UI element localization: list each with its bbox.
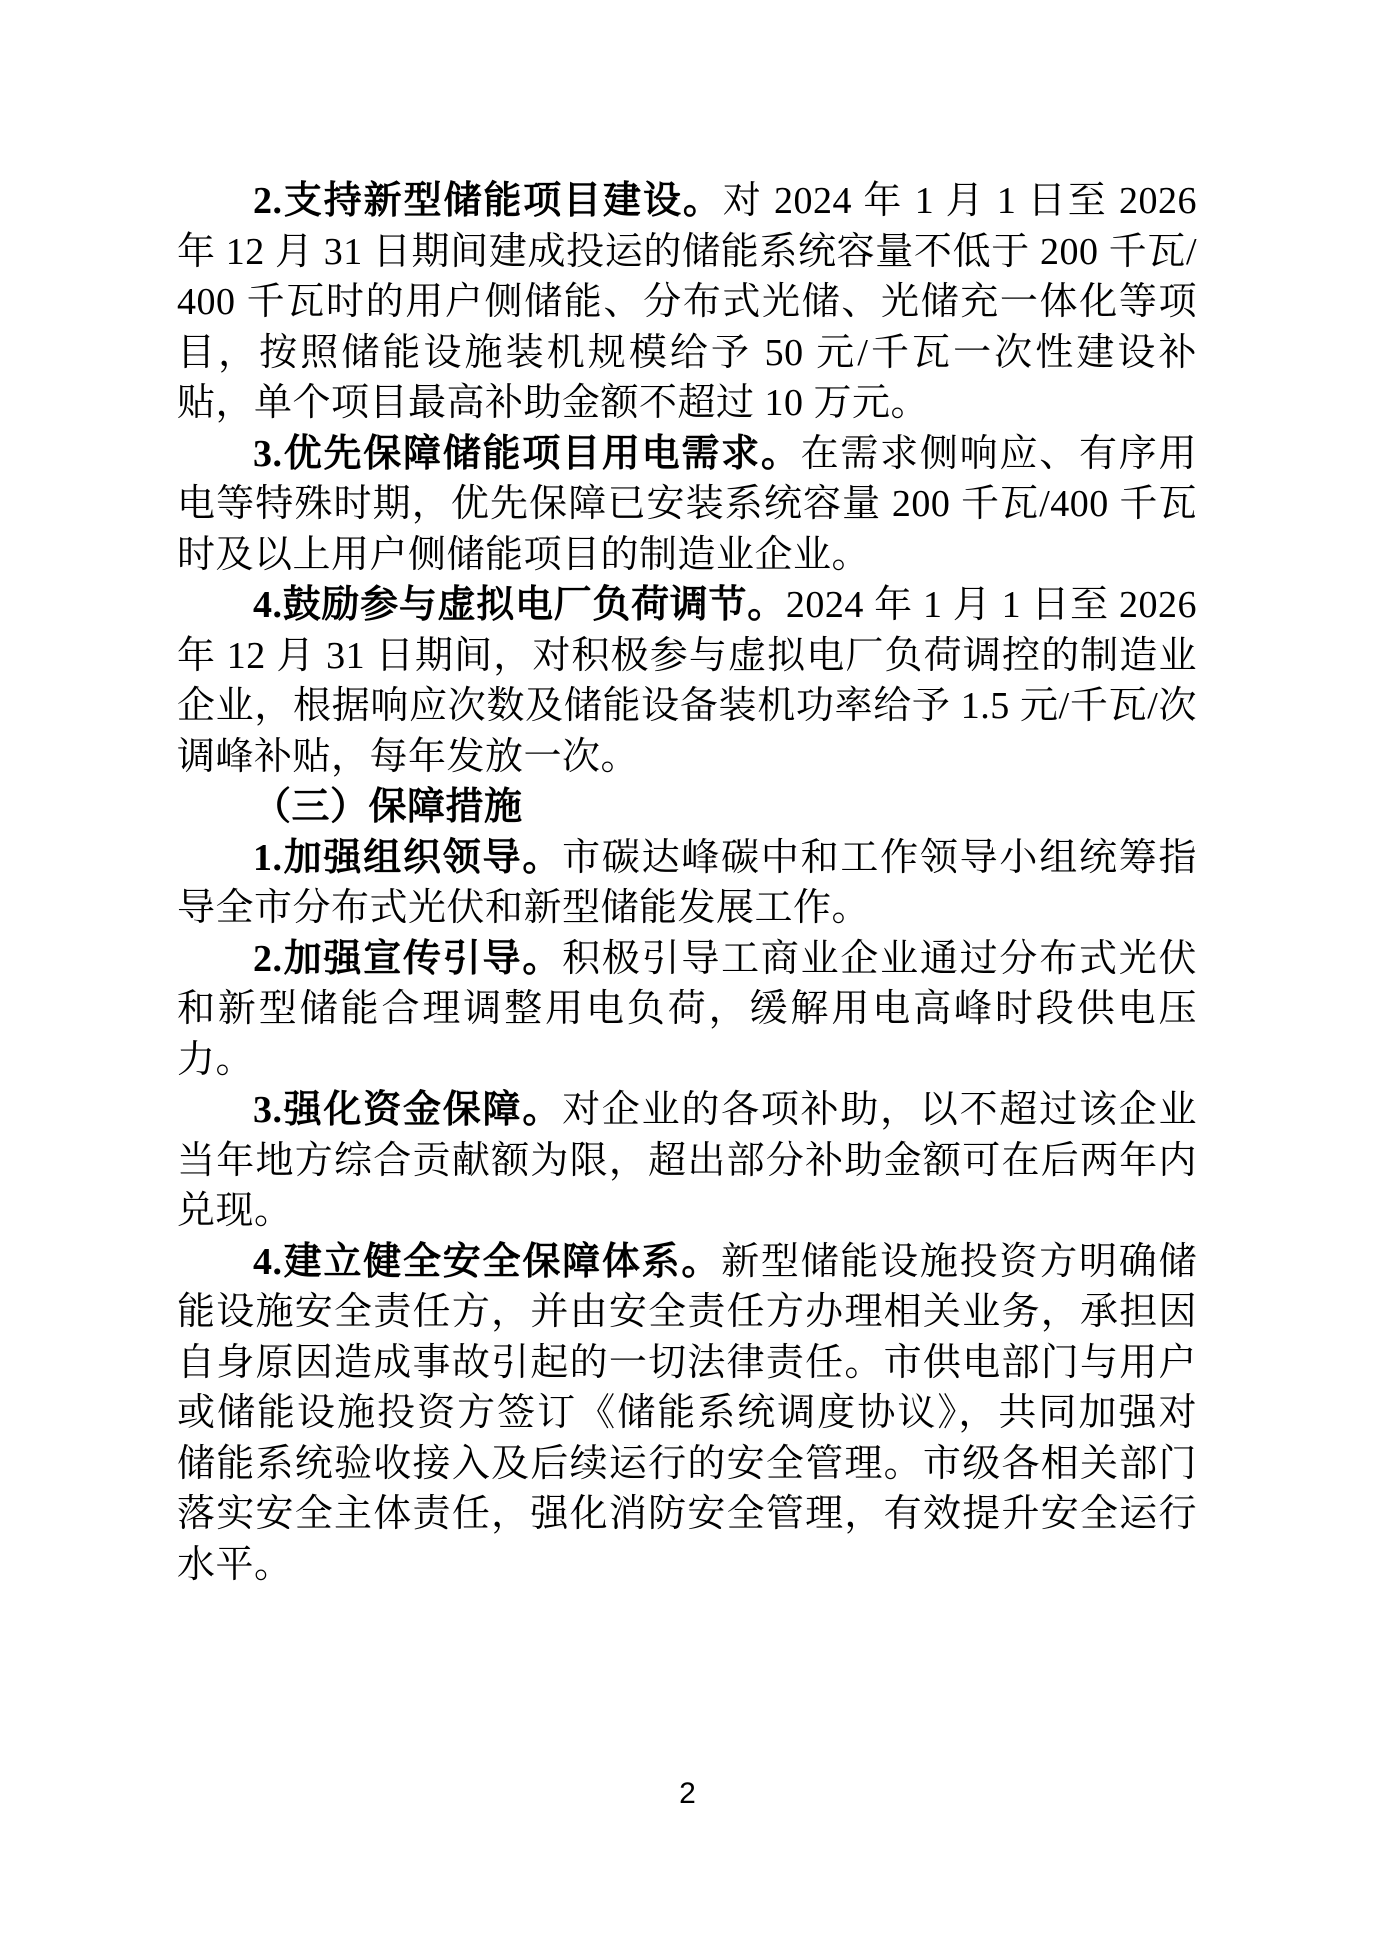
paragraph-lead: 4.建立健全安全保障体系。 bbox=[253, 1240, 722, 1283]
paragraph-lead: 3.强化资金保障。 bbox=[253, 1089, 563, 1131]
paragraph-body: 2024 年 1 月 1 日至 2026 年 12 月 31 日期间，对积极参与虚拟电厂负荷调控的制造业企业，根据响应次数及储能设备装机功率给予 1.5 元/千瓦/次调峰补贴，每年发放一次。 bbox=[177, 584, 1197, 778]
page-number: 2 bbox=[679, 1777, 696, 1810]
paragraph-body: 对企业的各项补助，以不超过该企业当年地方综合贡献额为限，超出部分补助金额可在后两年内兑现。 bbox=[177, 1089, 1197, 1232]
paragraph-funding-guarantee bbox=[177, 1085, 1197, 1237]
paragraph-lead: 4.鼓励参与虚拟电厂负荷调节。 bbox=[253, 584, 786, 626]
paragraph-lead: 1.加强组织领导。 bbox=[253, 836, 563, 879]
paragraph-lead: 3.优先保障储能项目用电需求。 bbox=[253, 432, 801, 475]
paragraph-body: 对 2024 年 1 月 1 日至 2026 年 12 月 31 日期间建成投运的储能系统容量不低于 200 千瓦/400 千瓦时的用户侧储能、分布式光储、光储充一体化等项目，按照储能设施装机规模给予 50 元/千瓦一次性建设补贴，单个项目最高补助金额不超过 10 万元。 bbox=[177, 180, 1197, 424]
paragraph-strengthen-publicity bbox=[177, 934, 1197, 1086]
paragraph-safety-system bbox=[177, 1237, 1197, 1591]
paragraph-body: 新型储能设施投资方明确储能设施安全责任方，并由安全责任方办理相关业务，承担因自身原因造成事故引起的一切法律责任。市供电部门与用户或储能设施投资方签订《储能系统调度协议》，共同加强对储能系统验收接入及后续运行的安全管理。市级各相关部门落实安全主体责任，强化消防安全管理，有效提升安全运行水平。 bbox=[177, 1240, 1197, 1586]
document-body bbox=[177, 176, 1197, 1590]
paragraph-body: 在需求侧响应、有序用电等特殊时期，优先保障已安装系统容量 200 千瓦/400 千瓦时及以上用户侧储能项目的制造业企业。 bbox=[177, 432, 1197, 576]
paragraph-priority-power-supply bbox=[177, 429, 1197, 581]
paragraph-strengthen-leadership bbox=[177, 833, 1197, 934]
paragraph-lead: 2.加强宣传引导。 bbox=[253, 937, 563, 980]
paragraph-body: 市碳达峰碳中和工作领导小组统筹指导全市分布式光伏和新型储能发展工作。 bbox=[177, 836, 1197, 929]
paragraph-support-storage-projects bbox=[177, 176, 1197, 429]
section-heading-text: （三）保障措施 bbox=[253, 786, 523, 828]
section-heading-safeguard-measures bbox=[177, 782, 1197, 833]
paragraph-body: 积极引导工商业企业通过分布式光伏和新型储能合理调整用电负荷，缓解用电高峰时段供电压力。 bbox=[177, 937, 1197, 1081]
paragraph-lead: 2.支持新型储能项目建设。 bbox=[253, 180, 723, 222]
paragraph-virtual-power-plant bbox=[177, 580, 1197, 782]
